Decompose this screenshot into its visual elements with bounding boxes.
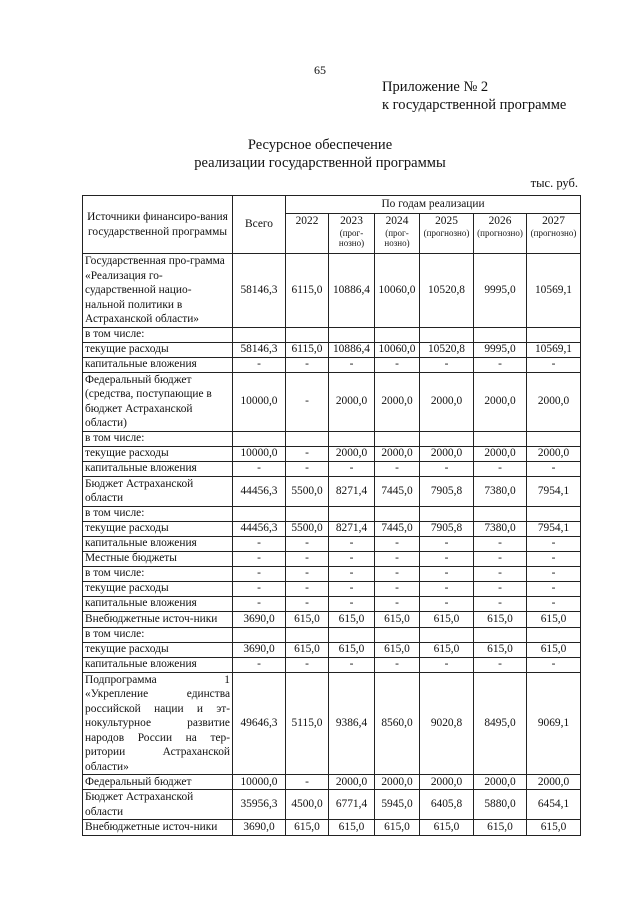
row-year-value: 2000,0: [420, 775, 474, 790]
row-year-value: 7380,0: [474, 476, 527, 506]
row-year-value: 5115,0: [286, 672, 329, 775]
table-row: [83, 254, 581, 328]
document-title: [0, 136, 640, 172]
table-row: [83, 642, 581, 657]
row-source-name: Государственная про-грамма «Реализация го-сударственной нацио-нальной политики в Астраханской области»: [83, 254, 233, 328]
row-year-value: [286, 506, 329, 521]
row-source-name: капитальные вложения: [83, 596, 233, 611]
table-row: [83, 431, 581, 446]
table-row: [83, 627, 581, 642]
row-year-value: 2000,0: [527, 372, 581, 431]
row-source-name: капитальные вложения: [83, 357, 233, 372]
row-year-value: 615,0: [286, 642, 329, 657]
row-source-name: Федеральный бюджет: [83, 775, 233, 790]
row-total-value: -: [233, 551, 286, 566]
units-label: тыс. руб.: [530, 176, 578, 190]
table-row: [83, 611, 581, 627]
row-year-value: -: [420, 566, 474, 581]
row-year-value: 2000,0: [329, 775, 375, 790]
row-year-value: 7905,8: [420, 476, 474, 506]
row-total-value: [233, 327, 286, 342]
row-year-value: -: [286, 657, 329, 672]
row-year-value: -: [474, 357, 527, 372]
year-note: (прогнозно): [530, 228, 577, 238]
row-year-value: -: [329, 536, 375, 551]
row-year-value: [329, 627, 375, 642]
row-total-value: 58146,3: [233, 254, 286, 328]
row-total-value: 49646,3: [233, 672, 286, 775]
header-by-years: По годам реализации: [286, 196, 581, 214]
table-row: [83, 551, 581, 566]
row-year-value: 7380,0: [474, 521, 527, 536]
row-year-value: [329, 506, 375, 521]
row-year-value: 2000,0: [375, 446, 420, 461]
header-total: Всего: [233, 196, 286, 254]
row-year-value: -: [527, 596, 581, 611]
row-year-value: -: [527, 536, 581, 551]
row-year-value: 615,0: [474, 820, 527, 836]
row-year-value: [375, 327, 420, 342]
row-total-value: -: [233, 461, 286, 476]
row-year-value: 615,0: [527, 642, 581, 657]
row-year-value: 615,0: [420, 642, 474, 657]
row-year-value: 615,0: [527, 611, 581, 627]
row-year-value: 8495,0: [474, 672, 527, 775]
row-year-value: 615,0: [375, 820, 420, 836]
row-year-value: 5500,0: [286, 476, 329, 506]
row-year-value: 7954,1: [527, 476, 581, 506]
table-row: [83, 357, 581, 372]
row-year-value: [286, 327, 329, 342]
row-year-value: -: [329, 581, 375, 596]
row-year-value: 7905,8: [420, 521, 474, 536]
row-source-name: текущие расходы: [83, 581, 233, 596]
row-year-value: -: [286, 596, 329, 611]
row-year-value: -: [329, 461, 375, 476]
header-year: [375, 214, 420, 254]
row-year-value: [329, 327, 375, 342]
row-year-value: 615,0: [329, 820, 375, 836]
row-total-value: 44456,3: [233, 476, 286, 506]
title-line-1: Ресурсное обеспечение: [247, 137, 393, 153]
row-year-value: 615,0: [420, 820, 474, 836]
row-year-value: 9995,0: [474, 254, 527, 328]
row-year-value: 8271,4: [329, 476, 375, 506]
row-year-value: -: [474, 596, 527, 611]
row-year-value: 10060,0: [375, 254, 420, 328]
row-total-value: [233, 431, 286, 446]
row-year-value: -: [286, 536, 329, 551]
row-year-value: -: [527, 357, 581, 372]
row-source-name: в том числе:: [83, 566, 233, 581]
row-year-value: 2000,0: [420, 446, 474, 461]
row-year-value: [375, 506, 420, 521]
row-year-value: 615,0: [286, 611, 329, 627]
table-row: [83, 657, 581, 672]
year-label: 2024: [385, 215, 409, 227]
row-source-name: текущие расходы: [83, 342, 233, 357]
row-year-value: 10569,1: [527, 342, 581, 357]
row-year-value: [527, 506, 581, 521]
row-year-value: -: [420, 536, 474, 551]
appendix-caption: [382, 78, 566, 114]
appendix-line-1: Приложение № 2: [382, 79, 489, 95]
row-year-value: 2000,0: [527, 446, 581, 461]
row-year-value: -: [420, 461, 474, 476]
row-year-value: 615,0: [329, 642, 375, 657]
row-year-value: 6771,4: [329, 790, 375, 820]
year-note: (прог-нозно): [384, 228, 410, 248]
row-year-value: -: [474, 536, 527, 551]
row-year-value: [474, 627, 527, 642]
table-row: [83, 536, 581, 551]
row-year-value: 2000,0: [375, 372, 420, 431]
year-label: 2027: [542, 215, 565, 227]
row-year-value: -: [474, 657, 527, 672]
row-year-value: 9386,4: [329, 672, 375, 775]
row-year-value: -: [329, 596, 375, 611]
row-year-value: -: [527, 551, 581, 566]
row-year-value: 8560,0: [375, 672, 420, 775]
table-row: [83, 775, 581, 790]
row-year-value: [474, 431, 527, 446]
row-year-value: 5880,0: [474, 790, 527, 820]
row-total-value: [233, 627, 286, 642]
table-row: [83, 672, 581, 775]
row-source-name: Бюджет Астраханской области: [83, 790, 233, 820]
row-year-value: 2000,0: [329, 446, 375, 461]
row-year-value: 10886,4: [329, 254, 375, 328]
row-year-value: -: [375, 536, 420, 551]
row-year-value: 2000,0: [329, 372, 375, 431]
row-year-value: -: [527, 566, 581, 581]
header-source: Источники финансиро-вания государственной программы: [83, 196, 233, 254]
header-year: [420, 214, 474, 254]
row-source-name: в том числе:: [83, 431, 233, 446]
row-year-value: -: [286, 581, 329, 596]
row-year-value: 2000,0: [474, 372, 527, 431]
table-row: [83, 790, 581, 820]
row-year-value: -: [286, 372, 329, 431]
table-row: [83, 327, 581, 342]
row-year-value: -: [375, 596, 420, 611]
row-source-name: капитальные вложения: [83, 657, 233, 672]
row-source-name: Бюджет Астраханской области: [83, 476, 233, 506]
table-body: [83, 254, 581, 836]
row-year-value: -: [375, 551, 420, 566]
row-year-value: [527, 627, 581, 642]
row-year-value: 9995,0: [474, 342, 527, 357]
appendix-line-2: к государственной программе: [382, 97, 567, 113]
row-year-value: 4500,0: [286, 790, 329, 820]
row-year-value: -: [375, 581, 420, 596]
row-year-value: 10060,0: [375, 342, 420, 357]
row-year-value: [420, 327, 474, 342]
row-year-value: -: [527, 581, 581, 596]
row-year-value: 2000,0: [375, 775, 420, 790]
row-year-value: 2000,0: [474, 775, 527, 790]
row-year-value: 10886,4: [329, 342, 375, 357]
row-year-value: -: [474, 461, 527, 476]
row-year-value: 7445,0: [375, 476, 420, 506]
year-label: 2025: [435, 215, 458, 227]
row-year-value: -: [329, 657, 375, 672]
row-total-value: 10000,0: [233, 775, 286, 790]
row-source-name: Внебюджетные источ-ники: [83, 820, 233, 836]
row-year-value: [420, 431, 474, 446]
row-year-value: 615,0: [420, 611, 474, 627]
row-year-value: [286, 627, 329, 642]
row-year-value: 615,0: [474, 611, 527, 627]
table-row: [83, 566, 581, 581]
row-year-value: -: [420, 357, 474, 372]
table-row: [83, 342, 581, 357]
row-source-name: Местные бюджеты: [83, 551, 233, 566]
row-year-value: [474, 327, 527, 342]
header-year: [474, 214, 527, 254]
row-source-name: капитальные вложения: [83, 536, 233, 551]
year-note: (прогнозно): [423, 228, 470, 238]
row-year-value: -: [286, 566, 329, 581]
row-year-value: -: [474, 581, 527, 596]
row-total-value: -: [233, 566, 286, 581]
row-year-value: -: [375, 461, 420, 476]
row-source-name: в том числе:: [83, 627, 233, 642]
year-label: 2023: [340, 215, 363, 227]
row-year-value: 2000,0: [527, 775, 581, 790]
row-total-value: 3690,0: [233, 642, 286, 657]
row-year-value: [474, 506, 527, 521]
row-year-value: 6405,8: [420, 790, 474, 820]
table-row: [83, 446, 581, 461]
row-year-value: -: [286, 446, 329, 461]
row-total-value: -: [233, 357, 286, 372]
row-total-value: 10000,0: [233, 446, 286, 461]
row-year-value: -: [329, 566, 375, 581]
row-year-value: 615,0: [527, 820, 581, 836]
row-total-value: 10000,0: [233, 372, 286, 431]
table-row: [83, 581, 581, 596]
row-total-value: -: [233, 657, 286, 672]
row-year-value: -: [375, 657, 420, 672]
row-total-value: 44456,3: [233, 521, 286, 536]
row-year-value: 7445,0: [375, 521, 420, 536]
row-year-value: -: [329, 357, 375, 372]
table-row: [83, 521, 581, 536]
row-total-value: 3690,0: [233, 820, 286, 836]
row-source-name: текущие расходы: [83, 446, 233, 461]
row-year-value: 9020,8: [420, 672, 474, 775]
row-year-value: [286, 431, 329, 446]
row-source-name: Внебюджетные источ-ники: [83, 611, 233, 627]
row-source-name: текущие расходы: [83, 642, 233, 657]
year-label: 2026: [488, 215, 512, 227]
row-year-value: 615,0: [375, 642, 420, 657]
header-year: [527, 214, 581, 254]
row-year-value: 9069,1: [527, 672, 581, 775]
row-year-value: -: [286, 357, 329, 372]
table-row: [83, 461, 581, 476]
row-year-value: 6454,1: [527, 790, 581, 820]
row-year-value: [375, 627, 420, 642]
row-year-value: 10520,8: [420, 254, 474, 328]
row-year-value: 5945,0: [375, 790, 420, 820]
row-year-value: 6115,0: [286, 342, 329, 357]
row-year-value: -: [286, 461, 329, 476]
row-year-value: 615,0: [474, 642, 527, 657]
row-year-value: 615,0: [286, 820, 329, 836]
row-year-value: -: [286, 775, 329, 790]
page-number: 65: [314, 63, 326, 77]
row-year-value: [375, 431, 420, 446]
row-total-value: 58146,3: [233, 342, 286, 357]
row-total-value: 3690,0: [233, 611, 286, 627]
table-row: [83, 372, 581, 431]
row-year-value: [420, 627, 474, 642]
row-year-value: -: [420, 581, 474, 596]
row-total-value: [233, 506, 286, 521]
row-year-value: -: [474, 551, 527, 566]
row-total-value: -: [233, 581, 286, 596]
table-row: [83, 476, 581, 506]
row-year-value: -: [420, 596, 474, 611]
row-year-value: 615,0: [329, 611, 375, 627]
row-source-name: в том числе:: [83, 327, 233, 342]
row-source-name: Федеральный бюджет (средства, поступающие в бюджет Астраханской области): [83, 372, 233, 431]
row-year-value: -: [420, 551, 474, 566]
year-note: (прогнозно): [477, 228, 523, 238]
row-year-value: 615,0: [375, 611, 420, 627]
header-year: [286, 214, 329, 254]
row-year-value: -: [420, 657, 474, 672]
row-source-name: текущие расходы: [83, 521, 233, 536]
table-row: [83, 596, 581, 611]
row-year-value: [420, 506, 474, 521]
row-source-name: капитальные вложения: [83, 461, 233, 476]
year-note: (прог-нозно): [338, 228, 365, 248]
funding-table: [82, 195, 581, 836]
row-year-value: 2000,0: [474, 446, 527, 461]
row-year-value: -: [329, 551, 375, 566]
row-year-value: -: [286, 551, 329, 566]
row-year-value: -: [527, 657, 581, 672]
row-total-value: -: [233, 596, 286, 611]
row-year-value: [329, 431, 375, 446]
header-year: [329, 214, 375, 254]
row-year-value: [527, 327, 581, 342]
row-year-value: 8271,4: [329, 521, 375, 536]
row-year-value: -: [527, 461, 581, 476]
row-year-value: 5500,0: [286, 521, 329, 536]
year-label: 2022: [295, 215, 319, 227]
title-line-2: реализации государственной программы: [194, 155, 446, 171]
table-row: [83, 820, 581, 836]
table-row: [83, 506, 581, 521]
row-year-value: 10569,1: [527, 254, 581, 328]
row-year-value: 10520,8: [420, 342, 474, 357]
row-year-value: [527, 431, 581, 446]
row-year-value: -: [375, 566, 420, 581]
row-total-value: -: [233, 536, 286, 551]
row-year-value: -: [474, 566, 527, 581]
row-total-value: 35956,3: [233, 790, 286, 820]
row-year-value: 7954,1: [527, 521, 581, 536]
row-year-value: 2000,0: [420, 372, 474, 431]
row-year-value: -: [375, 357, 420, 372]
row-source-name: Подпрограмма 1 «Укрепление единства российской нации и эт-нокультурное развитие народов России на тер-ритории Астраханской области»: [83, 672, 233, 775]
row-source-name: в том числе:: [83, 506, 233, 521]
row-year-value: 6115,0: [286, 254, 329, 328]
